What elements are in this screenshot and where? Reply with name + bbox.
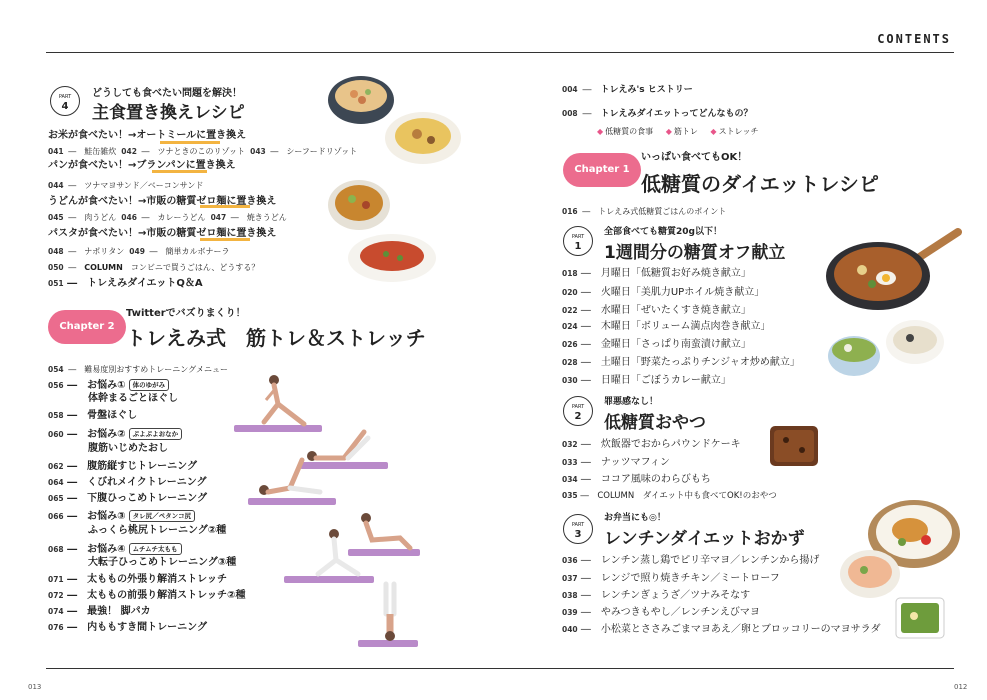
part1-item-020: 020 ― 火曜日「美肌力UPホイル焼き献立」 — [562, 287, 765, 298]
ch2-item-058: 058 ― 骨盤ほぐし — [48, 410, 138, 421]
part3-subtitle: お弁当にも◎！ — [604, 513, 666, 523]
ch2-item-068: 068 ― お悩み④ ムチムチ太もも — [48, 543, 182, 556]
soup-bowl-photo — [884, 316, 946, 368]
ch2-item-066b: ふっくら桃尻トレーニング②種 — [88, 525, 227, 536]
ch2-item-074: 074 ― 最強！ 脚パカ — [48, 606, 151, 617]
part4-row-1: 041 ― 鮭缶雑炊 042 ― ツナときのこのリゾット 043 ― シーフードリゾット — [48, 147, 358, 156]
ch2-item-060b: 腹筋いじめたおし — [88, 443, 168, 454]
ch2-item-076: 076 ― 内ももすき間トレーニング — [48, 622, 207, 633]
part4-line-rice: お米が食べたい！→オートミールに置き換え — [48, 130, 247, 141]
part4-line-udon: うどんが食べたい！→市販の糖質ゼロ麺に置き換え — [48, 196, 277, 207]
cake-photo — [762, 416, 826, 472]
part4-column: 050 ― COLUMN コンビニで買うごはん、どうする？ — [48, 263, 260, 272]
part3-item-038: 038 ― レンチンぎょうざ／ツナみそなす — [562, 590, 751, 601]
ch2-item-062: 062 ― 腹筋縦すじトレーニング — [48, 461, 197, 472]
exercise-figure-3 — [250, 452, 330, 500]
page-number-left: 013 — [28, 683, 42, 691]
part1-subtitle: 全部食べても糖質20g以下！ — [604, 227, 722, 237]
part2-item-033: 033 ― ナッツマフィン — [562, 457, 670, 468]
chapter2-subtitle: Twitterでバズりまくり！ — [126, 308, 246, 319]
ch2-item-072: 072 ― 太ももの前張り解消ストレッチ②種 — [48, 590, 246, 601]
part4-subtitle: どうしても食べたい問題を解決！ — [92, 88, 242, 99]
part4-badge: PART 4 — [50, 86, 80, 116]
exercise-figure-6 — [370, 580, 410, 642]
part4-line-pasta: パスタが食べたい！→市販の糖質ゼロ麺に置き換え — [48, 228, 277, 239]
komatsuna-salad-photo — [892, 592, 948, 644]
part2-title: 低糖質おやつ — [604, 413, 706, 433]
part3-title: レンチンダイエットおかず — [604, 529, 805, 549]
exercise-figure-1 — [244, 372, 324, 428]
part2-item-034: 034 ― ココア風味のわらびもち — [562, 474, 711, 485]
ch2-item-068b: 大転子ひっこめトレーニング③種 — [88, 557, 237, 568]
frying-pan-photo — [822, 226, 962, 312]
intro-tags: ◆ 低糖質の食事 ◆ 筋トレ ◆ ストレッチ — [597, 127, 759, 136]
page-number-right: 012 — [954, 683, 968, 691]
part4-qa: 051 ― トレえみダイエットQ＆A — [48, 278, 203, 289]
intro-item-008: 008 ― トレえみダイエットってどんなもの？ — [562, 109, 753, 119]
chapter1-badge: Chapter 1 — [563, 153, 641, 187]
part1-item-026: 026 ― 金曜日「さっぱり南蛮漬け献立」 — [562, 339, 751, 350]
part3-badge: PART 3 — [563, 514, 593, 544]
part2-badge: PART 2 — [563, 396, 593, 426]
risotto-photo — [383, 106, 463, 166]
part2-item-035: 035 ― COLUMN ダイエット中も食べてOK!のおやつ — [562, 491, 777, 501]
part1-item-024: 024 ― 木曜日「ボリューム満点肉巻き献立」 — [562, 321, 771, 332]
part1-title: 1週間分の糖質オフ献立 — [604, 243, 786, 263]
chapter2-title: トレえみ式 筋トレ＆ストレッチ — [126, 326, 426, 350]
ch2-item-060: 060 ― お悩み② ぷよぷよおなか — [48, 428, 182, 441]
part2-subtitle: 罪悪感なし！ — [604, 397, 659, 407]
ch2-item-065: 065 ― 下腹ひっこめトレーニング — [48, 493, 207, 504]
intro-item-004: 004 ― トレえみ's ヒストリー — [562, 85, 693, 95]
part1-item-028: 028 ― 土曜日「野菜たっぷりチンジャオ炒め献立」 — [562, 357, 800, 368]
part1-item-018: 018 ― 月曜日「低糖質お好み焼き献立」 — [562, 268, 751, 279]
salad-bowl-photo — [826, 326, 882, 380]
chapter2-badge: Chapter 2 — [48, 310, 126, 344]
ch2-item-056b: 体幹まるごとほぐし — [88, 393, 178, 404]
pasta-photo — [346, 232, 438, 284]
ch2-item-066: 066 ― お悩み③ タレ尻／ペタンコ尻 — [48, 510, 195, 523]
udon-photo — [326, 175, 392, 233]
chapter1-point: 016 ― トレえみ式低糖質ごはんのポイント — [562, 207, 727, 216]
part4-row-4: 048 ― ナポリタン 049 ― 簡単カルボナーラ — [48, 247, 230, 256]
bottom-rule — [46, 668, 954, 669]
chapter1-subtitle: いっぱい食べてもOK！ — [641, 152, 748, 163]
ch2-item-064: 064 ― くびれメイクトレーニング — [48, 477, 207, 488]
part1-item-022: 022 ― 水曜日「ぜいたくすき焼き献立」 — [562, 305, 751, 316]
top-rule — [46, 52, 954, 53]
part4-line-bread: パンが食べたい！→ブランパンに置き換え — [48, 160, 236, 171]
part3-item-040: 040 ― 小松菜とささみごまマヨあえ／卵とブロッコリーのマヨサラダ — [562, 624, 881, 635]
chapter1-title: 低糖質のダイエットレシピ — [641, 172, 879, 196]
part2-item-032: 032 ― 炊飯器でおからパウンドケーキ — [562, 439, 741, 450]
part4-row-3: 045 ― 肉うどん 046 ― カレーうどん 047 ― 焼きうどん — [48, 213, 287, 222]
part3-item-039: 039 ― やみつきもやし／レンチンえびマヨ — [562, 607, 760, 618]
exercise-figure-5 — [350, 510, 420, 552]
part4-row-2: 044 ― ツナマヨサンド／ベーコンサンド — [48, 181, 204, 190]
ch2-item-056: 056 ― お悩み① 体のゆがみ — [48, 379, 169, 392]
part3-item-037: 037 ― レンジで照り焼きチキン／ミートローフ — [562, 573, 780, 584]
ch2-item-054: 054 ― 難易度別おすすめトレーニングメニュー — [48, 365, 229, 374]
part4-title: 主食置き換えレシピ — [92, 103, 245, 123]
part1-item-030: 030 ― 日曜日「ごぼうカレー献立」 — [562, 375, 731, 386]
contents-header: CONTENTS — [877, 32, 951, 46]
ch2-item-071: 071 ― 太ももの外張り解消ストレッチ — [48, 574, 228, 585]
part3-item-036: 036 ― レンチン蒸し鶏でピリ辛マヨ／レンチンから揚げ — [562, 555, 820, 566]
part1-badge: PART 1 — [563, 226, 593, 256]
